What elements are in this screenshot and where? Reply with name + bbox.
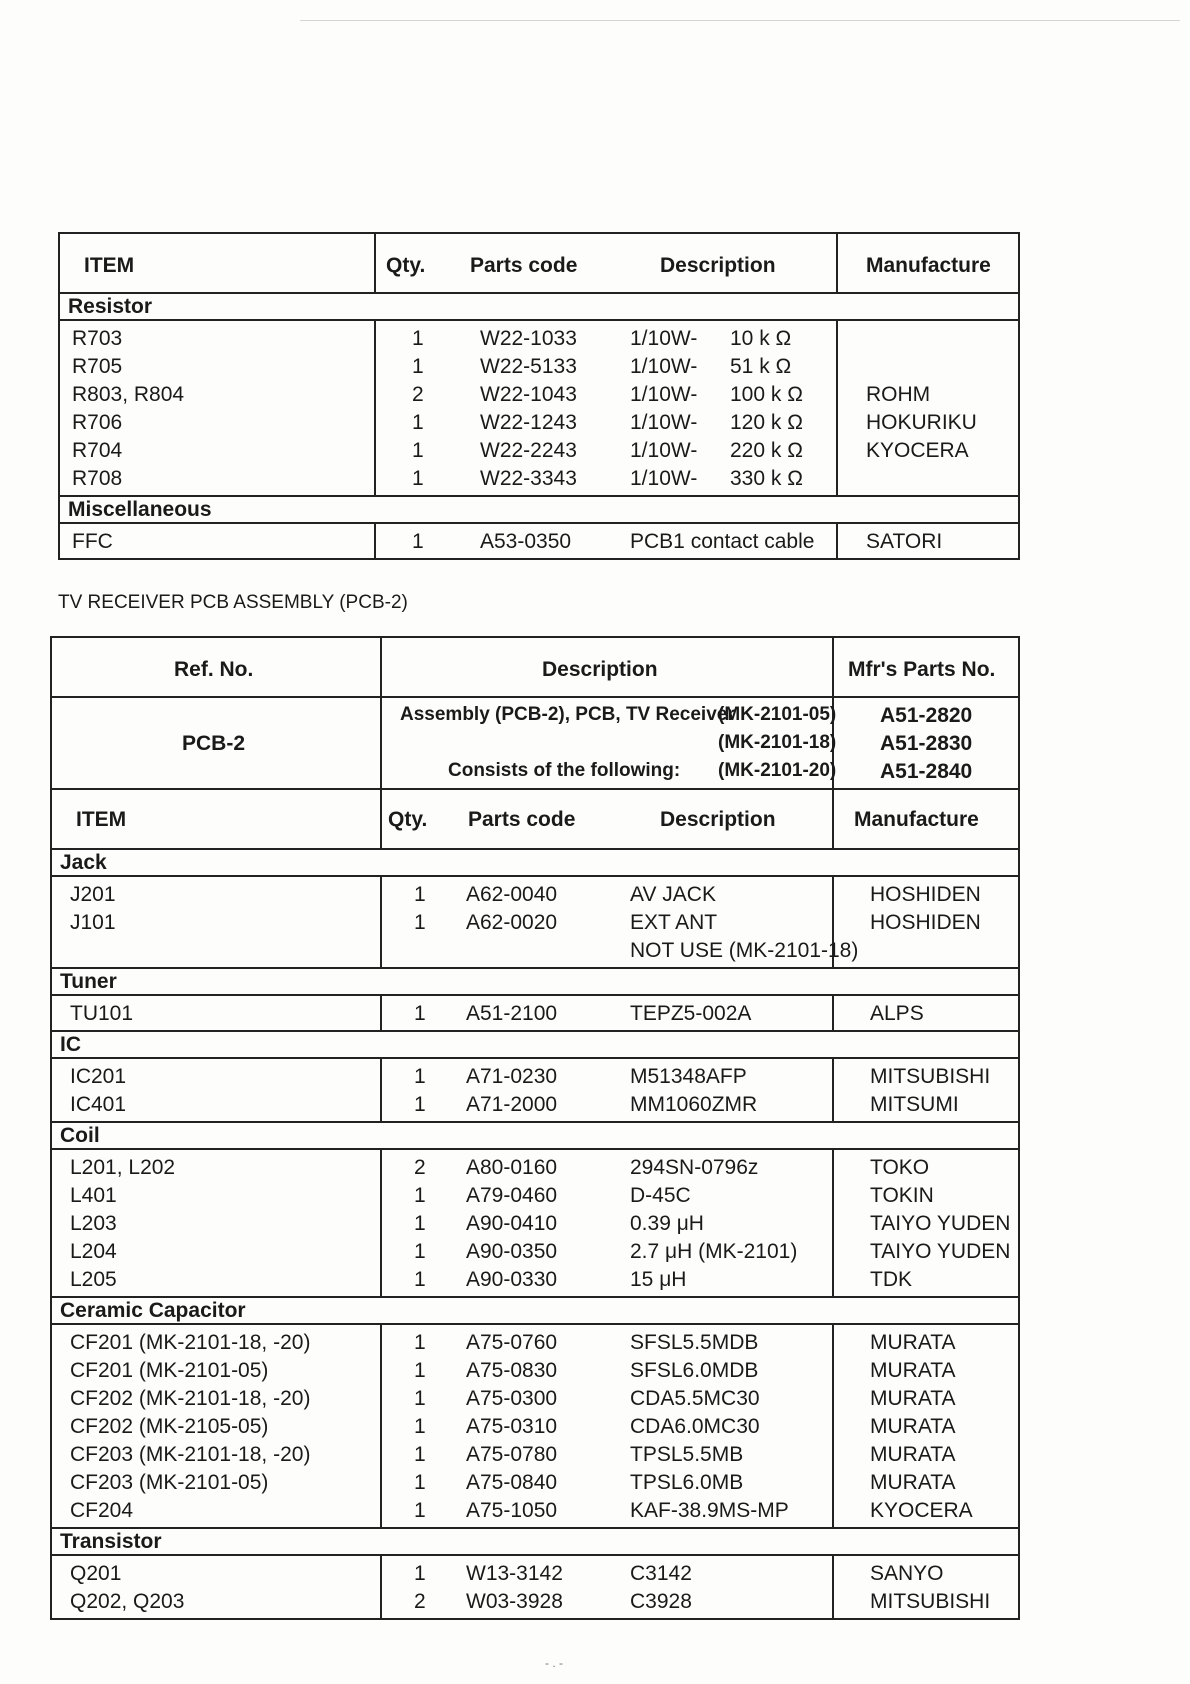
- cell-desc: SFSL6.0MDB: [630, 1359, 759, 1382]
- table-row: [52, 1560, 1018, 1588]
- assembly-line3: Consists of the following:: [448, 760, 681, 781]
- cell-desc: EXT ANT: [630, 911, 718, 934]
- cell-desc: 0.39 μH: [630, 1212, 704, 1235]
- tv-receiver-parts-table: [50, 636, 1020, 1620]
- cell-desc2: 220 k Ω: [730, 439, 803, 462]
- cell-desc1: 1/10W-: [630, 467, 698, 490]
- cell-code: A75-0830: [466, 1359, 558, 1382]
- cell-item: L204: [70, 1240, 117, 1263]
- cell-qty: 1: [414, 1002, 426, 1025]
- cell-mfr: TOKO: [870, 1156, 930, 1179]
- table-row: [52, 1210, 1018, 1238]
- cell-desc2: 10 k Ω: [730, 327, 792, 350]
- cell-item: J201: [70, 883, 116, 906]
- cell-item: IC401: [70, 1093, 127, 1116]
- section-header: [52, 1123, 1018, 1150]
- section-header: [60, 497, 1018, 524]
- cell-mfr: ROHM: [866, 383, 931, 406]
- table-row: [52, 1357, 1018, 1385]
- table-row: [60, 381, 1018, 409]
- assembly-model2: (MK-2101-18): [718, 732, 837, 753]
- cell-code: A75-0310: [466, 1415, 558, 1438]
- header-parts-code: Parts code: [470, 254, 578, 277]
- table1-body: [60, 294, 1018, 558]
- header-parts-code: Parts code: [468, 808, 576, 831]
- cell-qty: 1: [412, 355, 424, 378]
- cell-item: CF201 (MK-2101-05): [70, 1359, 269, 1382]
- cell-code: A90-0330: [466, 1268, 558, 1291]
- cell-desc: CDA6.0MC30: [630, 1415, 760, 1438]
- header-manufacture: Manufacture: [866, 254, 991, 277]
- table-row: [52, 1385, 1018, 1413]
- cell-code: A71-2000: [466, 1093, 558, 1116]
- cell-qty: 2: [412, 383, 424, 406]
- cell-mfr: HOSHIDEN: [870, 883, 981, 906]
- assembly-part-2: A51-2830: [880, 732, 973, 755]
- assembly-part-1: A51-2820: [880, 704, 973, 727]
- cell-desc: 294SN-0796z: [630, 1156, 759, 1179]
- cell-item: CF203 (MK-2101-05): [70, 1471, 269, 1494]
- cell-code: A75-0840: [466, 1471, 558, 1494]
- assembly-model3: (MK-2101-20): [718, 760, 837, 781]
- table-row: [52, 1182, 1018, 1210]
- header-item: ITEM: [76, 808, 127, 831]
- cell-qty: 1: [414, 1359, 426, 1382]
- cell-qty: 1: [412, 327, 424, 350]
- cell-item: R706: [72, 411, 123, 434]
- cell-desc: TPSL5.5MB: [630, 1443, 744, 1466]
- cell-qty: 1: [414, 1415, 426, 1438]
- cell-desc: MM1060ZMR: [630, 1093, 758, 1116]
- cell-qty: 1: [414, 1240, 426, 1263]
- cell-desc: C3142: [630, 1562, 692, 1585]
- section-rows: [52, 1150, 1018, 1298]
- header-description: Description: [660, 254, 776, 277]
- cell-item: CF202 (MK-2101-18, -20): [70, 1387, 311, 1410]
- cell-qty: 1: [414, 883, 426, 906]
- section-name: Coil: [60, 1124, 100, 1147]
- assembly-line1: Assembly (PCB-2), PCB, TV Receiver: [400, 704, 735, 725]
- cell-code: A53-0350: [480, 530, 572, 553]
- cell-code: A62-0040: [466, 883, 558, 906]
- cell-desc2: 100 k Ω: [730, 383, 803, 406]
- cell-item: TU101: [70, 1002, 134, 1025]
- assembly-model1: (MK-2101-05): [718, 704, 837, 725]
- section-name: Resistor: [68, 295, 153, 318]
- section-header: [52, 1529, 1018, 1556]
- cell-code: A71-0230: [466, 1065, 558, 1088]
- section-header: [52, 1298, 1018, 1325]
- cell-mfr: MURATA: [870, 1331, 956, 1354]
- cell-qty: 1: [414, 1387, 426, 1410]
- cell-item: R803, R804: [72, 383, 185, 406]
- cell-item: R703: [72, 327, 123, 350]
- cell-mfr: TAIYO YUDEN: [870, 1212, 1011, 1235]
- cell-code: A75-0300: [466, 1387, 558, 1410]
- cell-qty: 1: [414, 1443, 426, 1466]
- table-row: [52, 1441, 1018, 1469]
- cell-item: Q202, Q203: [70, 1590, 185, 1613]
- table-row: [52, 1063, 1018, 1091]
- cell-item: L201, L202: [70, 1156, 176, 1179]
- cell-desc1: 1/10W-: [630, 383, 698, 406]
- cell-item: L205: [70, 1268, 117, 1291]
- table-row: [60, 465, 1018, 493]
- table-row: [60, 353, 1018, 381]
- section-rows: [60, 321, 1018, 497]
- section-name: Jack: [60, 851, 107, 874]
- cell-code: W22-2243: [480, 439, 577, 462]
- section-rows: [52, 1556, 1018, 1618]
- cell-mfr: MURATA: [870, 1387, 956, 1410]
- section-rows: [52, 1325, 1018, 1529]
- table-row: [52, 909, 1018, 937]
- cell-mfr: TOKIN: [870, 1184, 934, 1207]
- cell-code: W22-1033: [480, 327, 577, 350]
- table2-item-header: [52, 790, 1018, 850]
- cell-desc1: PCB1 contact cable: [630, 530, 815, 553]
- table-row: [52, 1469, 1018, 1497]
- cell-code: A75-0760: [466, 1331, 558, 1354]
- cell-code: A75-1050: [466, 1499, 558, 1522]
- table-row: [52, 1091, 1018, 1119]
- cell-item: L401: [70, 1184, 117, 1207]
- cell-qty: 1: [414, 1093, 426, 1116]
- cell-item: J101: [70, 911, 116, 934]
- cell-qty: 1: [414, 1184, 426, 1207]
- cell-mfr: MURATA: [870, 1443, 956, 1466]
- resistor-parts-table: [58, 232, 1020, 560]
- section-name: Miscellaneous: [68, 498, 212, 521]
- header-ref-no: Ref. No.: [174, 658, 254, 681]
- cell-desc: 2.7 μH (MK-2101): [630, 1240, 798, 1263]
- cell-item: CF201 (MK-2101-18, -20): [70, 1331, 311, 1354]
- cell-desc: C3928: [630, 1590, 692, 1613]
- cell-desc1: 1/10W-: [630, 327, 698, 350]
- cell-mfr: HOSHIDEN: [870, 911, 981, 934]
- cell-code: A80-0160: [466, 1156, 558, 1179]
- cell-mfr: MITSUBISHI: [870, 1590, 991, 1613]
- table2-body: [52, 850, 1018, 1618]
- cell-item: CF204: [70, 1499, 134, 1522]
- cell-qty: 1: [414, 1331, 426, 1354]
- table-row: [60, 528, 1018, 556]
- table-row: [52, 937, 1018, 965]
- cell-mfr: KYOCERA: [870, 1499, 973, 1522]
- cell-desc: D-45C: [630, 1184, 691, 1207]
- cell-mfr: MITSUBISHI: [870, 1065, 991, 1088]
- cell-mfr: SANYO: [870, 1562, 944, 1585]
- cell-code: A75-0780: [466, 1443, 558, 1466]
- cell-qty: 1: [412, 411, 424, 434]
- table-row: [52, 1238, 1018, 1266]
- cell-qty: 1: [414, 911, 426, 934]
- cell-mfr: ALPS: [870, 1002, 924, 1025]
- cell-desc: M51348AFP: [630, 1065, 747, 1088]
- table1-header: [60, 234, 1018, 294]
- cell-desc: CDA5.5MC30: [630, 1387, 760, 1410]
- cell-qty: 1: [412, 467, 424, 490]
- cell-qty: 1: [414, 1268, 426, 1291]
- table-row: [52, 1413, 1018, 1441]
- section-header: [52, 1032, 1018, 1059]
- cell-mfr: SATORI: [866, 530, 943, 553]
- section-rows: [60, 524, 1018, 558]
- table2-top-header: [52, 638, 1018, 698]
- table-row: [60, 325, 1018, 353]
- cell-desc2: 330 k Ω: [730, 467, 803, 490]
- cell-qty: 1: [412, 530, 424, 553]
- cell-item: Q201: [70, 1562, 122, 1585]
- cell-mfr: KYOCERA: [866, 439, 969, 462]
- cell-mfr: MURATA: [870, 1359, 956, 1382]
- table-row: [60, 409, 1018, 437]
- cell-mfr: TAIYO YUDEN: [870, 1240, 1011, 1263]
- page-footer-mark: - . -: [545, 1656, 563, 1670]
- cell-code: W22-3343: [480, 467, 577, 490]
- table-row: [52, 1266, 1018, 1294]
- cell-desc2: 120 k Ω: [730, 411, 803, 434]
- header-description: Description: [660, 808, 776, 831]
- cell-qty: 1: [414, 1065, 426, 1088]
- cell-code: W22-5133: [480, 355, 577, 378]
- cell-qty: 1: [414, 1212, 426, 1235]
- cell-code: A79-0460: [466, 1184, 558, 1207]
- cell-item: IC201: [70, 1065, 127, 1088]
- cell-qty: 1: [414, 1562, 426, 1585]
- header-description-top: Description: [542, 658, 658, 681]
- section-rows: [52, 996, 1018, 1032]
- cell-desc: 15 μH: [630, 1268, 687, 1291]
- cell-desc: TEPZ5-002A: [630, 1002, 752, 1025]
- cell-desc: NOT USE (MK-2101-18): [630, 939, 859, 962]
- section-header: [60, 294, 1018, 321]
- header-qty: Qty.: [386, 254, 426, 277]
- header-manufacture: Manufacture: [854, 808, 979, 831]
- cell-code: W22-1043: [480, 383, 577, 406]
- table-row: [52, 1000, 1018, 1028]
- table-row: [52, 1329, 1018, 1357]
- cell-item: CF203 (MK-2101-18, -20): [70, 1443, 311, 1466]
- assembly-row: [52, 698, 1018, 790]
- cell-desc2: 51 k Ω: [730, 355, 792, 378]
- section-rows: [52, 1059, 1018, 1123]
- cell-item: FFC: [72, 530, 113, 553]
- assembly-part-3: A51-2840: [880, 760, 973, 783]
- section-name: IC: [60, 1033, 81, 1056]
- section-title: TV RECEIVER PCB ASSEMBLY (PCB-2): [58, 592, 408, 613]
- header-mfr-parts-no: Mfr's Parts No.: [848, 658, 996, 681]
- cell-qty: 1: [414, 1471, 426, 1494]
- cell-mfr: MURATA: [870, 1415, 956, 1438]
- cell-desc1: 1/10W-: [630, 355, 698, 378]
- table-row: [60, 437, 1018, 465]
- cell-mfr: TDK: [870, 1268, 912, 1291]
- cell-code: W13-3142: [466, 1562, 563, 1585]
- cell-qty: 1: [414, 1499, 426, 1522]
- header-qty: Qty.: [388, 808, 428, 831]
- table-row: [52, 1497, 1018, 1525]
- cell-desc: TPSL6.0MB: [630, 1471, 744, 1494]
- section-name: Ceramic Capacitor: [60, 1299, 246, 1322]
- cell-desc: SFSL5.5MDB: [630, 1331, 759, 1354]
- section-name: Transistor: [60, 1530, 162, 1553]
- cell-desc1: 1/10W-: [630, 411, 698, 434]
- cell-code: W22-1243: [480, 411, 577, 434]
- assembly-ref: PCB-2: [182, 732, 246, 755]
- cell-item: R708: [72, 467, 123, 490]
- cell-desc: KAF-38.9MS-MP: [630, 1499, 789, 1522]
- table-row: [52, 1588, 1018, 1616]
- cell-code: A90-0410: [466, 1212, 558, 1235]
- table-row: [52, 1154, 1018, 1182]
- cell-desc: AV JACK: [630, 883, 716, 906]
- section-name: Tuner: [60, 970, 117, 993]
- top-scan-rule: [300, 20, 1180, 21]
- cell-item: L203: [70, 1212, 117, 1235]
- cell-mfr: MURATA: [870, 1471, 956, 1494]
- cell-desc1: 1/10W-: [630, 439, 698, 462]
- cell-code: A90-0350: [466, 1240, 558, 1263]
- cell-mfr: MITSUMI: [870, 1093, 959, 1116]
- cell-qty: 2: [414, 1156, 426, 1179]
- header-item: ITEM: [84, 254, 135, 277]
- cell-code: W03-3928: [466, 1590, 563, 1613]
- cell-code: A62-0020: [466, 911, 558, 934]
- cell-item: R704: [72, 439, 123, 462]
- table-row: [52, 881, 1018, 909]
- cell-item: CF202 (MK-2105-05): [70, 1415, 269, 1438]
- section-header: [52, 969, 1018, 996]
- cell-mfr: HOKURIKU: [866, 411, 977, 434]
- cell-qty: 1: [412, 439, 424, 462]
- cell-qty: 2: [414, 1590, 426, 1613]
- section-rows: [52, 877, 1018, 969]
- cell-item: R705: [72, 355, 123, 378]
- cell-code: A51-2100: [466, 1002, 558, 1025]
- section-header: [52, 850, 1018, 877]
